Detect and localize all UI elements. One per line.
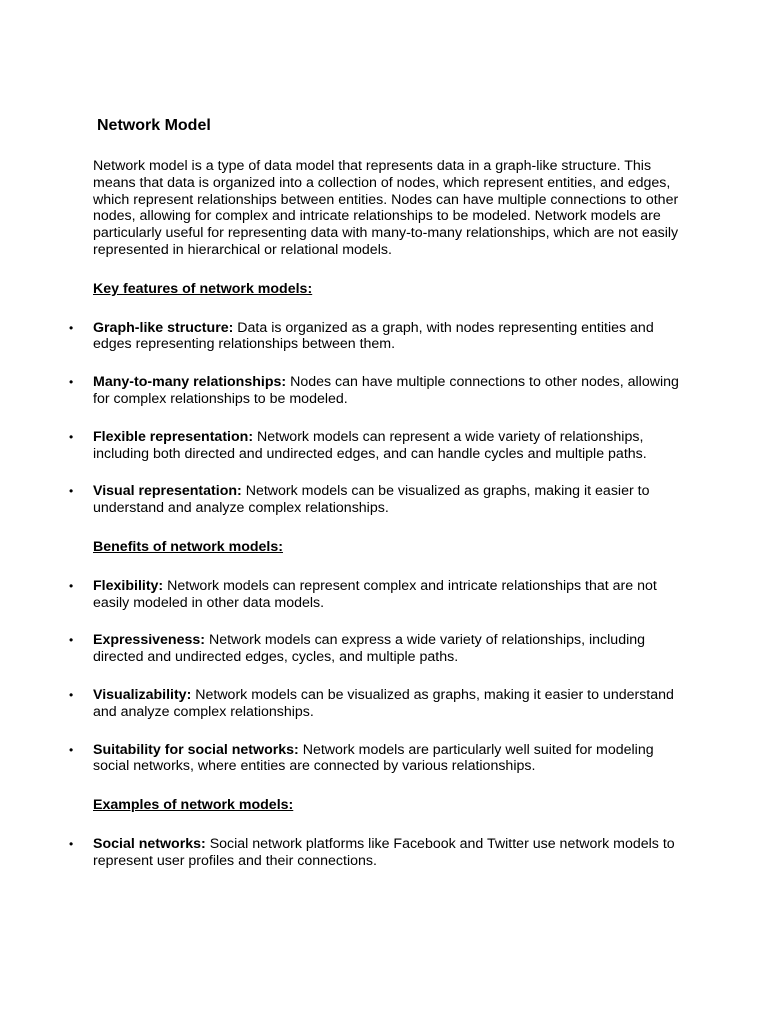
item-term: Expressiveness:: [93, 632, 205, 649]
item-term: Flexible representation:: [93, 428, 254, 445]
item-text: Network models can be visualized as graphs, making it easier to understand and analyze complex relationships.: [93, 483, 650, 517]
list-item: [69, 741, 683, 776]
examples-list: [69, 835, 683, 870]
intro-paragraph: Network model is a type of data model that represents data in a graph-like structure. This means that data is organized into a collection of nodes, which represent entities, and edges, which represent relationships between entities. Nodes can have multiple connections to other nodes, allowing for complex and intricate relationships to be modeled. Network models are particularly useful for representing data with many-to-many relationships, which are not easily represented in hierarchical or relational models.: [93, 158, 679, 258]
bullet-icon: •: [69, 375, 74, 390]
bullet-icon: •: [69, 484, 74, 499]
bullet-icon: •: [69, 320, 74, 335]
section-heading-key-features: Key features of network models:: [93, 280, 313, 297]
item-text: Network models can represent complex and intricate relationships that are not easily modeled in other data models.: [93, 577, 657, 611]
list-item: [69, 428, 683, 463]
bullet-icon: •: [69, 633, 74, 648]
bullet-icon: •: [69, 429, 74, 444]
item-text: Social network platforms like Facebook and Twitter use network models to represent user profiles and their connections.: [93, 835, 675, 869]
item-term: Visual representation:: [93, 483, 242, 500]
item-text: Nodes can have multiple connections to other nodes, allowing for complex relationships to be modeled.: [93, 374, 679, 407]
document-body: [69, 158, 683, 870]
section-heading-benefits: Benefits of network models:: [93, 538, 283, 555]
item-text: Network models are particularly well suited for modeling social networks, where entities are connected by various relationships.: [93, 741, 654, 775]
page-title: Network Model: [97, 117, 211, 134]
item-term: Visualizability:: [93, 686, 192, 703]
list-item: [69, 319, 683, 354]
list-item: [69, 686, 683, 721]
benefits-list: [69, 577, 683, 775]
item-term: Graph-like structure:: [93, 319, 234, 336]
item-term: Flexibility:: [93, 577, 164, 594]
item-term: Many-to-many relationships:: [93, 374, 287, 391]
bullet-icon: •: [69, 687, 74, 702]
bullet-icon: •: [69, 836, 74, 851]
list-item: [69, 835, 683, 870]
list-item: [69, 577, 683, 612]
bullet-icon: •: [69, 578, 74, 593]
key-features-list: [69, 319, 683, 517]
item-term: Social networks:: [93, 835, 206, 852]
bullet-icon: •: [69, 742, 74, 757]
item-text: Data is organized as a graph, with nodes representing entities and edges representing relationships between them.: [93, 319, 654, 353]
list-item: [69, 632, 683, 666]
item-text: Network models can represent a wide variety of relationships, including both directed and undirected edges, and can handle cycles and multiple paths.: [93, 428, 647, 462]
section-heading-examples: Examples of network models:: [93, 797, 294, 814]
item-text: Network models can express a wide variety of relationships, including directed and undirected edges, cycles, and multiple paths.: [93, 632, 646, 666]
list-item: [69, 483, 683, 517]
item-text: Network models can be visualized as graphs, making it easier to understand and analyze complex relationships.: [93, 686, 674, 720]
list-item: [69, 374, 683, 408]
item-term: Suitability for social networks:: [93, 741, 299, 758]
